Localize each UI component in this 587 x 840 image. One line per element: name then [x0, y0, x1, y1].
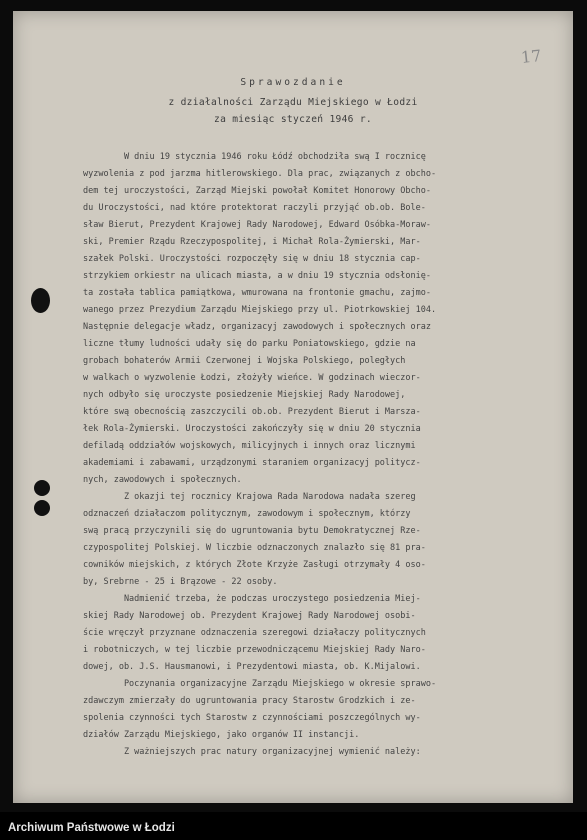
text-line: i robotniczych, w tej liczbie przewodniczącemu Miejskiej Rady Naro- — [83, 645, 426, 655]
text-line: nych odbyło się uroczyste posiedzenie Miejskiej Rady Narodowej, — [83, 390, 406, 400]
text-line: w walkach o wyzwolenie Łodzi, złożyły wieńce. W godzinach wieczor- — [83, 373, 421, 383]
text-line: czypospolitej Polskiej. W liczbie odznaczonych znalazło się 81 pra- — [83, 543, 426, 553]
text-line: cowników miejskich, z których Złote Krzyże Zasługi otrzymały 4 oso- — [83, 560, 426, 570]
text-line: sław Bierut, Prezydent Krajowej Rady Narodowej, Edward Osóbka-Moraw- — [83, 220, 431, 230]
punch-hole-middle — [34, 480, 50, 496]
text-line: liczne tłumy ludności udały się do parku Poniatowskiego, gdzie na — [83, 339, 416, 349]
text-line: Z ważniejszych prac natury organizacyjnej wymienić należy: — [83, 747, 421, 757]
text-line: strzykiem orkiestr na ulicach miasta, a w dniu 19 stycznia odsłonię- — [83, 271, 431, 281]
text-line: ta została tablica pamiątkowa, wmurowana na frontonie gmachu, zajmo- — [83, 288, 431, 298]
text-line: ski, Premier Rządu Rzeczypospolitej, i Michał Rola-Żymierski, Mar- — [83, 237, 421, 247]
document-period: za miesiąc styczeń 1946 r. — [214, 114, 372, 125]
text-line: odznaczeń działaczom politycznym, zawodowym i społecznym, którzy — [83, 509, 411, 519]
text-line: szałek Polski. Uroczystości rozpoczęły się w dniu 18 stycznia cap- — [83, 254, 421, 264]
text-line: skiej Rady Narodowej ob. Prezydent Krajowej Rady Narodowej osobi- — [83, 611, 416, 621]
text-line: zdawczym zmierzały do ugruntowania pracy Starostw Grodzkich i ze- — [83, 696, 416, 706]
text-line: Następnie delegacje władz, organizacyj zawodowych i społecznych oraz — [83, 322, 431, 332]
text-line: łek Rola-Żymierski. Uroczystości zakończyły się w dniu 20 stycznia — [83, 424, 421, 434]
text-line: Z okazji tej rocznicy Krajowa Rada Narodowa nadała szereg — [83, 492, 416, 502]
text-line: by, Srebrne - 25 i Brązowe - 22 osoby. — [83, 577, 278, 587]
document-page — [13, 11, 573, 803]
punch-hole-top — [31, 288, 50, 313]
text-line: wanego przez Prezydium Zarządu Miejskiego przy ul. Piotrkowskiej 104. — [83, 305, 437, 315]
text-line: działów Zarządu Miejskiego, jako organów II instancji. — [83, 730, 360, 740]
punch-hole-bottom — [34, 500, 50, 516]
text-line: W dniu 19 stycznia 1946 roku Łódź obchodziła swą I rocznicę — [83, 152, 426, 162]
text-line: dowej, ob. J.S. Hausmanowi, i Prezydentowi miasta, ob. K.Mijalowi. — [83, 662, 421, 672]
text-line: grobach bohaterów Armii Czerwonej i Wojska Polskiego, poległych — [83, 356, 406, 366]
text-line: wyzwolenia z pod jarzma hitlerowskiego. Dla prac, związanych z obcho- — [83, 169, 437, 179]
text-line: akademiami i zabawami, urządzonymi staraniem organizacyj politycz- — [83, 458, 421, 468]
text-line: swą pracą przyczynili się do ugruntowania bytu Demokratycznej Rze- — [83, 526, 421, 536]
text-line: dem tej uroczystości, Zarząd Miejski powołał Komitet Honorowy Obcho- — [83, 186, 431, 196]
document-subtitle: z działalności Zarządu Miejskiego w Łodzi — [168, 97, 418, 108]
page-number: 17 — [520, 45, 543, 68]
text-line: ście wręczył przyznane odznaczenia szeregowi działaczy politycznych — [83, 628, 426, 638]
archive-footer — [0, 812, 587, 840]
text-line: Poczynania organizacyjne Zarządu Miejskiego w okresie sprawo- — [83, 679, 437, 689]
text-line: spolenia czynności tych Starostw z czynnościami poszczególnych wy- — [83, 713, 421, 723]
archive-name: Archiwum Państwowe w Łodzi — [8, 822, 175, 834]
text-line: du Uroczystości, nad które protektorat raczyli przyjąć ob.ob. Bole- — [83, 203, 426, 213]
text-line: Nadmienić trzeba, że podczas uroczystego posiedzenia Miej- — [83, 594, 421, 604]
document-title: Sprawozdanie — [240, 77, 346, 88]
text-line: defiladą oddziałów wojskowych, milicyjnych i innych oraz licznymi — [83, 441, 416, 451]
text-line: które swą obecnością zaszczycili ob.ob. Prezydent Bierut i Marsza- — [83, 407, 421, 417]
text-line: nych, zawodowych i społecznych. — [83, 475, 242, 485]
document-body — [83, 149, 571, 761]
